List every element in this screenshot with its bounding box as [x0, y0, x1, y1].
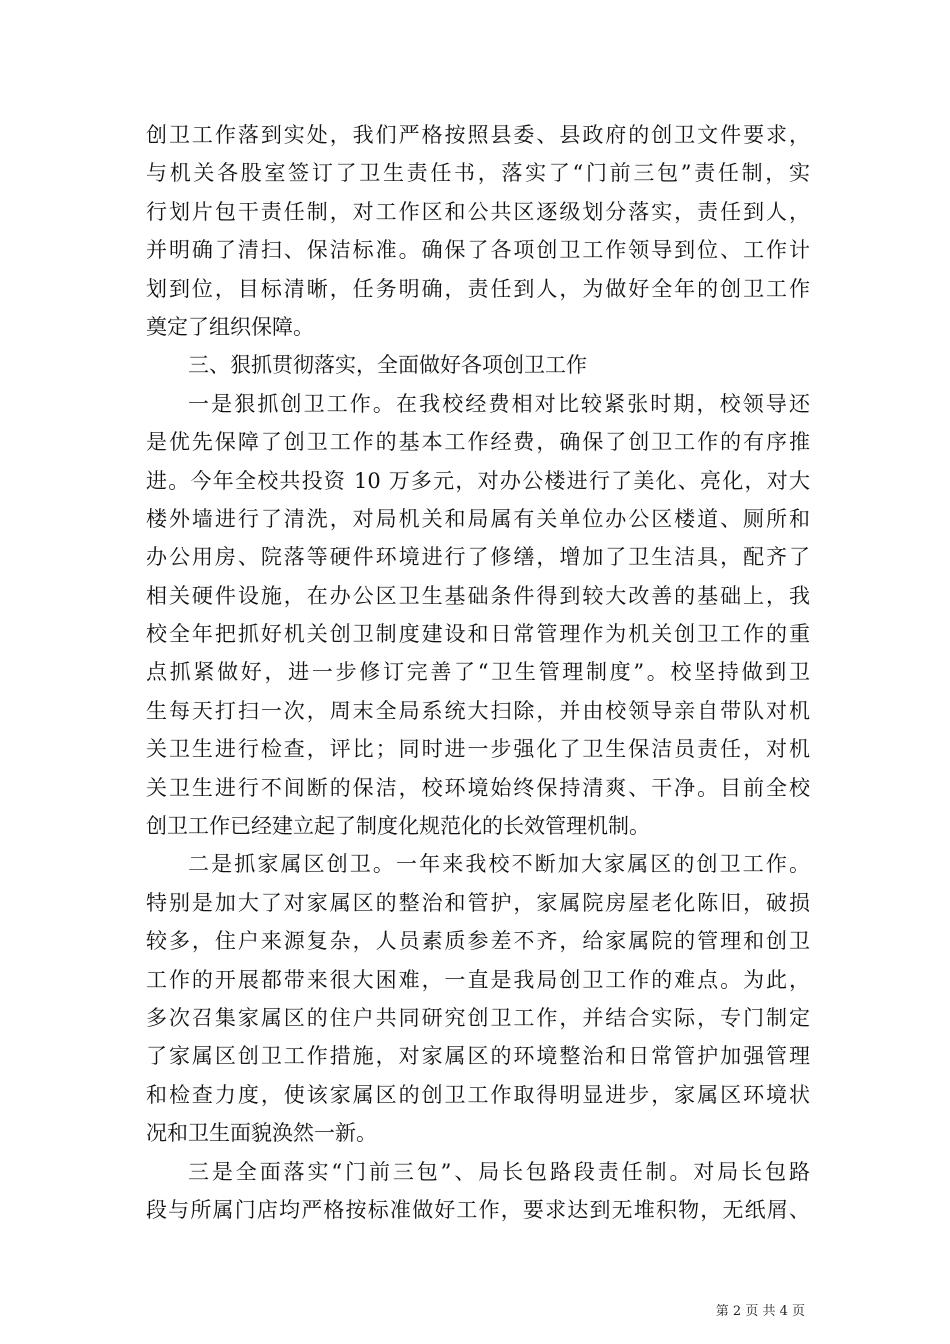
text-line: 段与所属门店均严格按标准做好工作，要求达到无堆积物，无纸屑、	[146, 1197, 810, 1222]
text-line: 是优先保障了创卫工作的基本工作经费，确保了创卫工作的有序推	[146, 430, 810, 455]
text-line: 况和卫生面貌涣然一新。	[146, 1121, 377, 1146]
text-line: 奠定了组织保障。	[146, 314, 314, 339]
text-line: 关卫生进行不间断的保洁，校环境始终保持清爽、干净。目前全校	[146, 775, 810, 800]
text-line: 楼外墙进行了清洗，对局机关和局属有关单位办公区楼道、厕所和	[146, 506, 810, 531]
text-line: 划到位，目标清晰，任务明确，责任到人，为做好全年的创卫工作	[146, 276, 810, 301]
document-body	[146, 116, 810, 1229]
page-number: 第 2 页 共 4 页	[715, 1304, 805, 1319]
text-line: 点抓紧做好，进一步修订完善了“卫生管理制度”。校坚持做到卫	[146, 660, 810, 685]
text-line: 并明确了清扫、保洁标准。确保了各项创卫工作领导到位、工作计	[146, 238, 810, 263]
text-line: 创卫工作已经建立起了制度化规范化的长效管理机制。	[146, 814, 650, 839]
text-line: 特别是加大了对家属区的整治和管护，家属院房屋老化陈旧，破损	[146, 890, 810, 915]
text-line: 与机关各股室签订了卫生责任书，落实了“门前三包”责任制，实	[146, 161, 810, 186]
text-line: 创卫工作落到实处，我们严格按照县委、县政府的创卫文件要求，	[146, 123, 810, 147]
text-line: 多次召集家属区的住户共同研究创卫工作，并结合实际，专门制定	[146, 1005, 810, 1030]
text-line: 行划片包干责任制，对工作区和公共区逐级划分落实，责任到人，	[146, 199, 810, 224]
text-line: 了家属区创卫工作措施，对家属区的环境整治和日常管护加强管理	[146, 1044, 810, 1069]
text-line: 校全年把抓好机关创卫制度建设和日常管理作为机关创卫工作的重	[146, 622, 810, 647]
text-line: 办公用房、院落等硬件环境进行了修缮，增加了卫生洁具，配齐了	[146, 545, 810, 570]
section-heading: 三、狠抓贯彻落实，全面做好各项创卫工作	[188, 353, 587, 378]
text-line: 进。今年全校共投资 10 万多元，对办公楼进行了美化、亮化，对大	[146, 468, 810, 493]
text-line: 二是抓家属区创卫。一年来我校不断加大家属区的创卫工作。	[188, 852, 810, 877]
text-line: 相关硬件设施，在办公区卫生基础条件得到较大改善的基础上，我	[146, 583, 810, 608]
text-line: 关卫生进行检查，评比；同时进一步强化了卫生保洁员责任，对机	[146, 737, 810, 762]
text-line: 和检查力度，使该家属区的创卫工作取得明显进步，家属区环境状	[146, 1082, 810, 1107]
text-line: 三是全面落实“门前三包”、局长包路段责任制。对局长包路	[188, 1159, 810, 1184]
text-line: 较多，住户来源复杂，人员素质参差不齐，给家属院的管理和创卫	[146, 929, 810, 954]
text-line: 一是狠抓创卫工作。在我校经费相对比较紧张时期，校领导还	[188, 391, 810, 416]
text-line: 生每天打扫一次，周末全局系统大扫除，并由校领导亲自带队对机	[146, 698, 810, 723]
text-line: 工作的开展都带来很大困难，一直是我局创卫工作的难点。为此，	[146, 967, 810, 992]
